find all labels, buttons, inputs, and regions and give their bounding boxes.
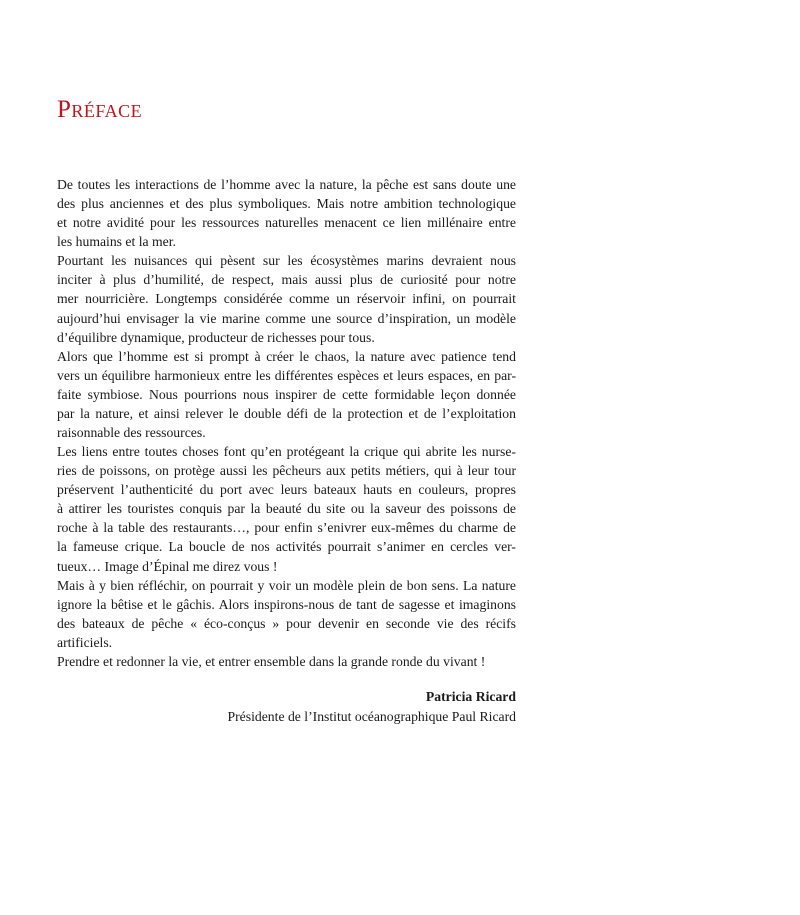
- text-line: vers un équilibre harmonieux entre les différentes espèces et leurs espaces, en par-: [57, 367, 516, 383]
- paragraph: [57, 175, 516, 251]
- text-line: Alors que l’homme est si prompt à créer le chaos, la nature avec patience tend: [57, 348, 516, 364]
- text-line: inciter à plus d’humilité, de respect, mais aussi plus de curiosité pour notre: [57, 272, 516, 288]
- paragraph: [57, 442, 516, 576]
- text-line: des plus anciennes et des plus symboliques. Mais notre ambition technologique: [57, 196, 516, 212]
- text-line: à attirer les touristes conquis par la beauté du site ou la saveur des poissons de: [57, 501, 516, 517]
- text-line: De toutes les interactions de l’homme avec la nature, la pêche est sans doute une: [57, 177, 516, 192]
- text-line: ries de poissons, on protège aussi les pêcheurs aux petits métiers, qui à leur tour: [57, 463, 516, 479]
- signature-name: Patricia Ricard: [425, 689, 516, 704]
- text-line: ignore la bêtise et le gâchis. Alors inspirons-nous de tant de sagesse et imaginons: [57, 596, 516, 612]
- text-line: tueux… Image d’Épinal me direz vous !: [57, 558, 278, 574]
- text-line: faite symbiose. Nous pourrions nous inspirer de cette formidable leçon donnée: [57, 386, 516, 402]
- text-line: d’équilibre dynamique, producteur de richesses pour tous.: [57, 329, 375, 345]
- preface-body: [57, 175, 516, 671]
- text-line: mer nourricière. Longtemps considérée comme un réservoir infini, on pourrait: [57, 291, 516, 307]
- text-line: Mais à y bien réfléchir, on pourrait y voir un modèle plein de bon sens. La nature: [57, 577, 516, 593]
- signature: [228, 687, 517, 727]
- text-line: la fameuse crique. La boucle de nos activités pourrait s’animer en cercles ver-: [57, 539, 516, 555]
- text-line: Les liens entre toutes choses font qu’en protégeant la crique qui abrite les nurse-: [57, 444, 516, 460]
- text-line: aujourd’hui envisager la vie marine comme une source d’inspiration, un modèle: [57, 310, 516, 326]
- text-line: par la nature, et ainsi relever le double défi de la protection et de l’exploitation: [57, 405, 516, 421]
- paragraph: [57, 251, 516, 346]
- page-title: Préface: [57, 96, 143, 123]
- signature-role: Présidente de l’Institut océanographique Paul Ricard: [227, 709, 516, 724]
- paragraph: [57, 576, 516, 652]
- text-line: artificiels.: [57, 634, 113, 650]
- text-line: raisonnable des ressources.: [57, 425, 206, 441]
- paragraph: [57, 347, 516, 442]
- text-line: Prendre et redonner la vie, et entrer ensemble dans la grande ronde du vivant !: [57, 653, 486, 669]
- text-line: les humains et la mer.: [57, 234, 176, 250]
- text-line: roche à la table des restaurants…, pour enfin s’enivrer eux-mêmes du charme de: [57, 520, 516, 536]
- text-line: préservent l’authenticité du port avec leurs bateaux hauts en couleurs, propres: [57, 482, 516, 498]
- paragraph: [57, 652, 516, 671]
- text-line: des bateaux de pêche « éco-conçus » pour devenir en seconde vie des récifs: [57, 615, 516, 631]
- text-line: et notre avidité pour les ressources naturelles menacent ce lien millénaire entre: [57, 215, 516, 231]
- text-line: Pourtant les nuisances qui pèsent sur les écosystèmes marins devraient nous: [57, 253, 516, 269]
